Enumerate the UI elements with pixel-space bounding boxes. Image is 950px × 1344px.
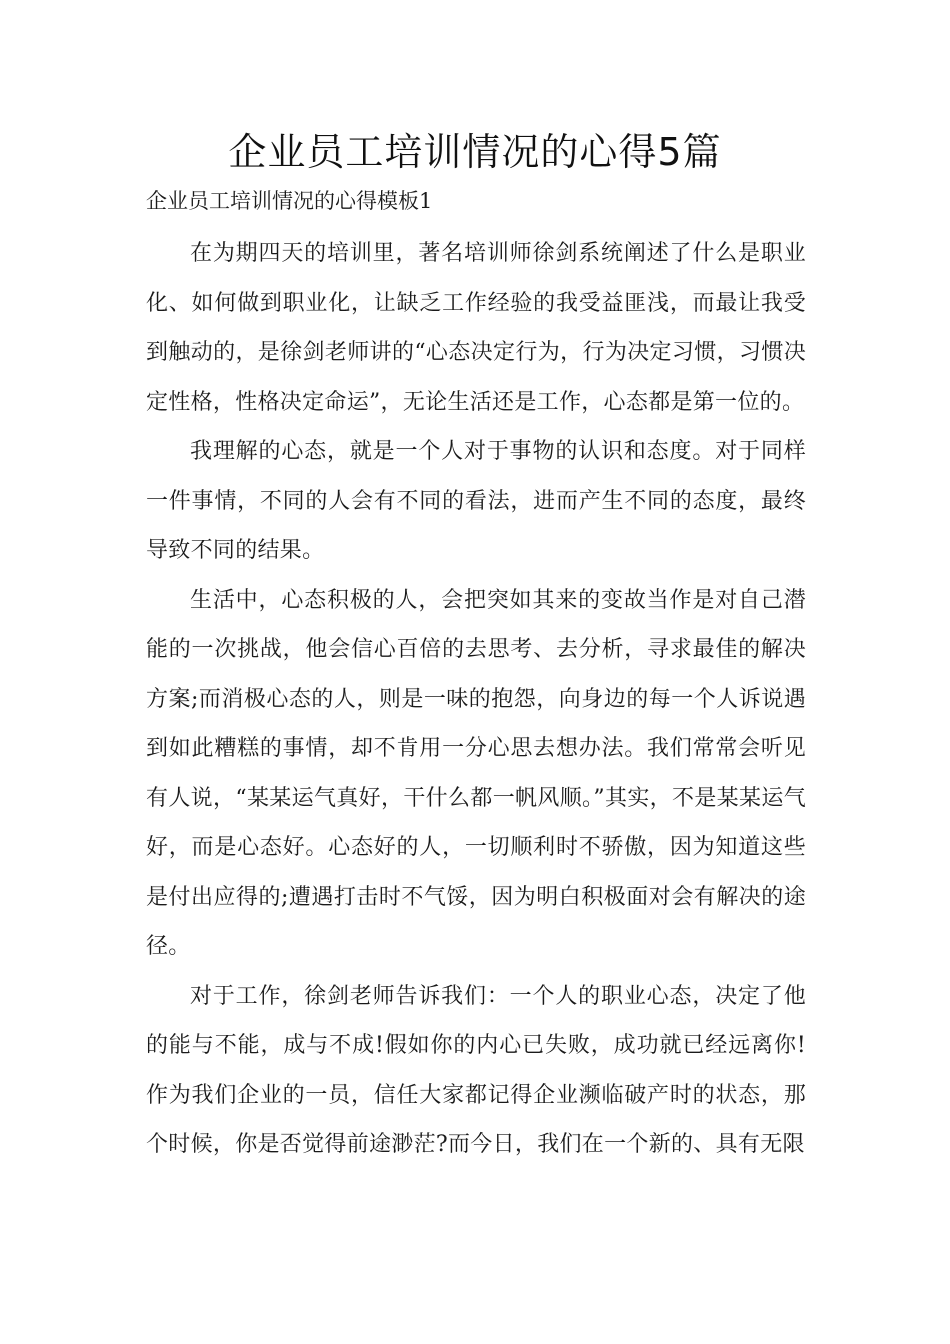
document-body (146, 229, 806, 1170)
paragraph-2: 我理解的心态，就是一个人对于事物的认识和态度。对于同样一件事情，不同的人会有不同的看法，进而产生不同的态度，最终导致不同的结果。 (146, 439, 806, 563)
paragraph-4: 对于工作，徐剑老师告诉我们：一个人的职业心态，决定了他的能与不能，成与不成!假如你的内心已失败，成功就已经远离你!作为我们企业的一员，信任大家都记得企业濒临破产时的状态，那个时候，你是否觉得前途渺茫?而今日，我们在一个新的、具有无限 (146, 983, 806, 1157)
document-subtitle: 企业员工培训情况的心得模板1 (146, 189, 433, 213)
document-title: 企业员工培训情况的心得5篇 (228, 130, 722, 174)
paragraph-1: 在为期四天的培训里，著名培训师徐剑系统阐述了什么是职业化、如何做到职业化，让缺乏工作经验的我受益匪浅，而最让我受到触动的，是徐剑老师讲的“心态决定行为，行为决定习惯，习惯决定性格，性格决定命运”，无论生活还是工作，心态都是第一位的。 (146, 241, 806, 415)
paragraph-3: 生活中，心态积极的人，会把突如其来的变故当作是对自己潜能的一次挑战，他会信心百倍的去思考、去分析，寻求最佳的解决方案;而消极心态的人，则是一味的抱怨，向身边的每一个人诉说遇到如此糟糕的事情，却不肯用一分心思去想办法。我们常常会听见有人说，“某某运气真好，干什么都一帆风顺。”其实，不是某某运气好，而是心态好。心态好的人，一切顺利时不骄傲，因为知道这些是付出应得的;遭遇打击时不气馁，因为明白积极面对会有解决的途径。 (146, 587, 806, 959)
